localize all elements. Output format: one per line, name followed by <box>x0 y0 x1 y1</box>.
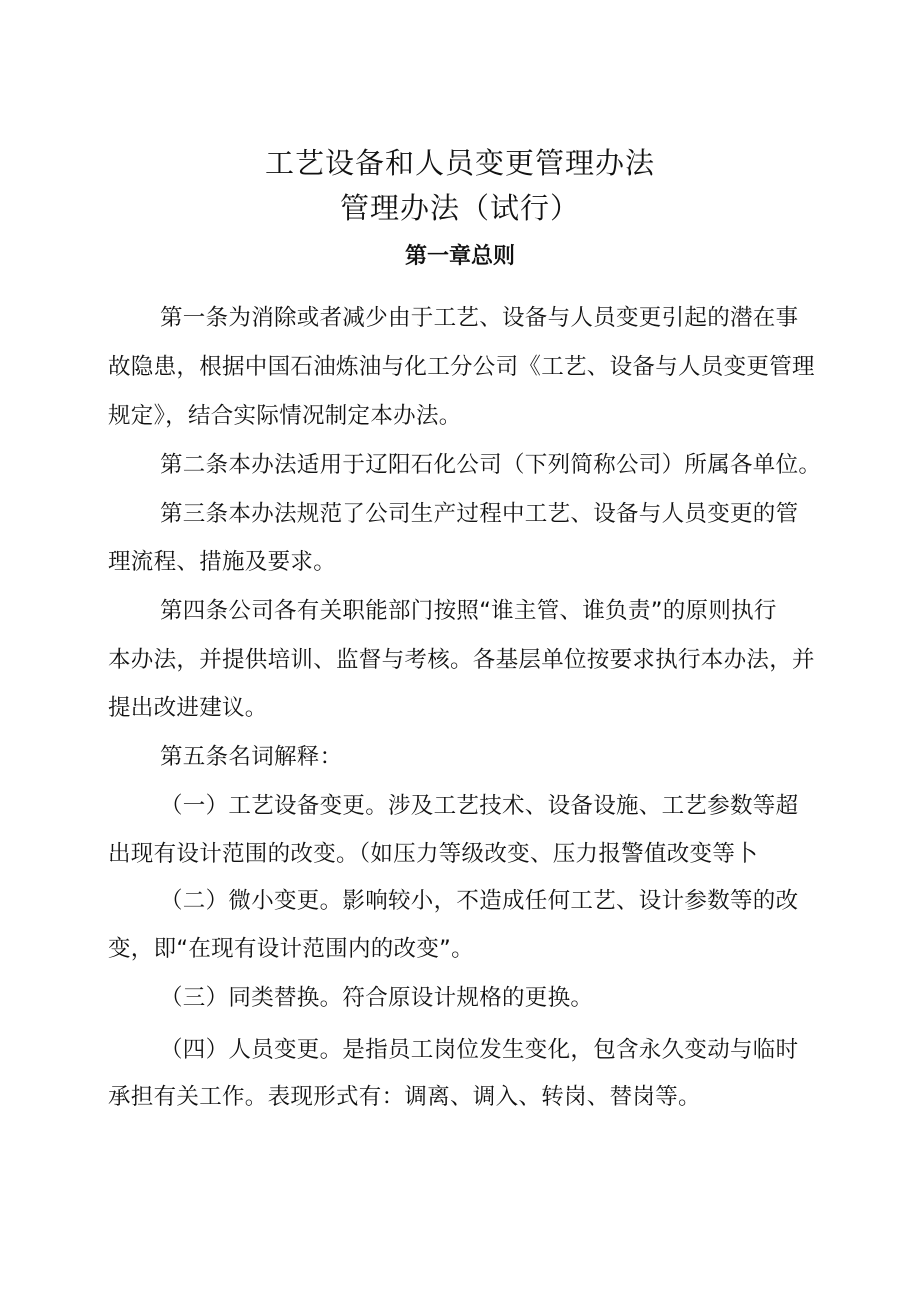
article-5-line-1: 第五条名词解释： <box>160 744 343 770</box>
article-2-line-1: 第二条本办法适用于辽阳石化公司（下列简称公司）所属各单位。 <box>160 452 822 478</box>
article-3-line-1: 第三条本办法规范了公司生产过程中工艺、设备与人员变更的管 <box>160 501 799 527</box>
document-title: 工艺设备和人员变更管理办法 <box>264 146 655 180</box>
chapter-heading: 第一章总则 <box>404 244 515 269</box>
definition-2-line-2: 变，即“在现有设计范围内的改变”。 <box>108 936 474 962</box>
article-1-line-2: 故隐患，根据中国石油炼油与化工分公司《工艺、设备与人员变更管理 <box>108 354 815 380</box>
definition-4-line-1: （四）人员变更。是指员工岗位发生变化，包含永久变动与临时 <box>160 1037 799 1063</box>
definition-2-line-1: （二）微小变更。影响较小，不造成任何工艺、设计参数等的改 <box>160 888 799 914</box>
definition-4-line-2: 承担有关工作。表现形式有：调离、调入、转岗、替岗等。 <box>108 1084 701 1110</box>
definition-1-line-1: （一）工艺设备变更。涉及工艺技术、设备设施、工艺参数等超 <box>160 793 799 819</box>
document-subtitle: 管理办法（试行） <box>339 191 580 225</box>
article-1-line-1: 第一条为消除或者减少由于工艺、设备与人员变更引起的潜在事 <box>160 305 799 331</box>
definition-3-line-1: （三）同类替换。符合原设计规格的更换。 <box>160 985 594 1011</box>
article-4-line-3: 提出改进建议。 <box>108 695 268 721</box>
article-4-line-1: 第四条公司各有关职能部门按照“谁主管、谁负责”的原则执行 <box>160 598 777 624</box>
article-1-line-3: 规定》，结合实际情况制定本办法。 <box>108 403 462 429</box>
article-3-line-2: 理流程、措施及要求。 <box>108 549 337 575</box>
definition-1-line-2: 出现有设计范围的改变。（如压力等级改变、压力报警值改变等卜 <box>108 841 758 867</box>
article-4-line-2: 本办法，并提供培训、监督与考核。各基层单位按要求执行本办法，并 <box>108 647 815 673</box>
